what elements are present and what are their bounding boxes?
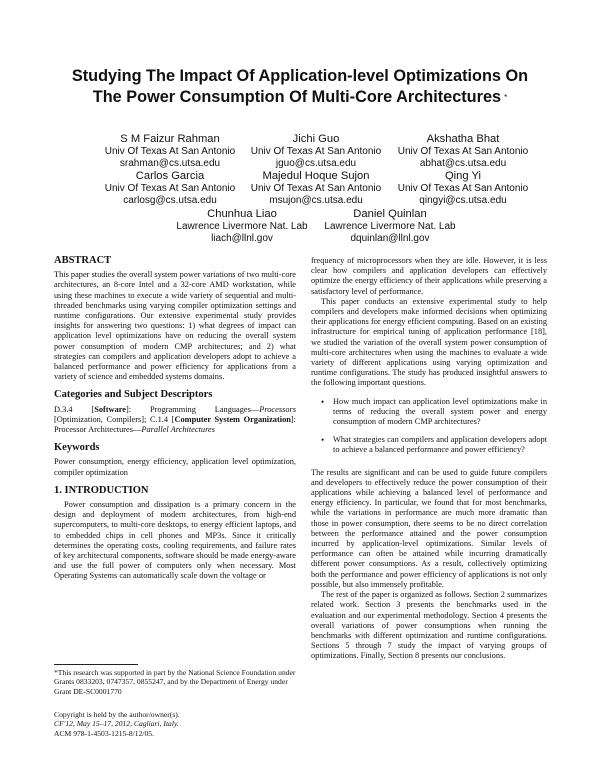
paper-title [0, 66, 600, 108]
introduction-heading: 1. INTRODUCTION [54, 484, 149, 496]
author-email: liach@llnl.gov [211, 233, 273, 244]
title-line-1: Studying The Impact Of Application-level Optimizations On [71, 67, 529, 85]
author-block [363, 170, 563, 207]
bullet-item: • How much impact can application level optimizations make in terms of reducing the overall system power and energy consumption of modern CMP architectures? [321, 396, 547, 427]
author-block [363, 133, 563, 170]
author-email: srahman@cs.utsa.edu [119, 158, 221, 169]
right-column [311, 256, 547, 662]
categories-heading: Categories and Subject Descriptors [54, 389, 213, 401]
author-name: Chunhua Liao [207, 208, 277, 220]
author-name: Akshatha Bhat [426, 133, 500, 145]
author-name: Carlos Garcia [135, 170, 205, 182]
author-email: abhat@cs.utsa.edu [419, 158, 507, 169]
keywords-heading: Keywords [54, 442, 100, 454]
paragraph: The results are significant and can be used to guide future compilers and developers to effectively reduce the power consumption of their applications while achieving a balanced level of performance and energy efficiency. In particular, we found that for most benchmarks, while the variations in performance are much more dramatic than those in power consumption, there seems to be no direct correlation between the performance attained and the power consumption incurred by application-level optimizations. Similar levels of performance can often be attained while incurring dramatically different power consumptions. As a result, collectively optimizing both the performance and power efficiency of applications is not only possible, but also immensely profitable. [311, 467, 547, 589]
copyright-line: Copyright is held by the author/owner(s). [54, 710, 180, 719]
bullet-item: • What strategies can compilers and application developers adopt to achieve a balanced performance and power efficiency? [321, 435, 547, 455]
author-affiliation: Univ Of Texas At San Antonio [397, 183, 529, 194]
introduction-text: Power consumption and dissipation is a primary concern in the design and deployment of modern architectures, from high-end supercomputers, to multi-core desktops, to energy efficient laptops, and to embedded chips in cell phones and MP3s. Since it critically determines the operating costs, cooling requirements, and failure rates of key architectural components, software should be made energy-aware and use the full power of computers only when necessary. Most Operating Systems can automatically scale down the voltage or [54, 500, 296, 581]
author-affiliation: Univ Of Texas At San Antonio [104, 183, 236, 194]
keywords-text: Power consumption, energy efficiency, application level optimization, compiler optimization [54, 457, 296, 477]
title-line-2: The Power Consumption Of Multi-Core Architectures [92, 88, 502, 106]
paragraph: The rest of the paper is organized as follows. Section 2 summarizes related work. Section 3 presents the benchmarks used in the evaluation and our experimental methodology. Section 4 presents the overall variations of power consumptions when running the benchmarks with different optimization and runtime configurations. Sections 5 through 7 study the impact of varying groups of optimizations. Finally, Section 8 presents our conclusions. [311, 590, 547, 661]
author-name: Majedul Hoque Sujon [262, 170, 370, 182]
footnote [54, 668, 296, 696]
title-footnote-mark: * [504, 93, 508, 102]
author-name: Daniel Quinlan [353, 208, 427, 220]
author-affiliation: Lawrence Livermore Nat. Lab [324, 221, 456, 232]
acm-isbn-line: ACM 978-1-4503-1215-8/12/05. [54, 728, 154, 738]
left-column [54, 256, 296, 582]
author-name: Qing Yi [444, 170, 482, 182]
footnote-text: *This research was supported in part by the National Science Foundation under Grants 0833203, 0747357, 0855247, and by the Department of Energy under Grant DE-SC0001770 [54, 668, 296, 696]
author-email: jguo@cs.utsa.edu [275, 158, 357, 169]
author-email: dquinlan@llnl.gov [350, 233, 430, 244]
author-affiliation: Lawrence Livermore Nat. Lab [176, 221, 308, 232]
author-affiliation: Univ Of Texas At San Antonio [104, 146, 236, 157]
author-affiliation: Univ Of Texas At San Antonio [250, 146, 382, 157]
author-email: qingyi@cs.utsa.edu [419, 195, 507, 206]
bullet-icon: • [321, 396, 325, 407]
author-affiliation: Univ Of Texas At San Antonio [250, 183, 382, 194]
author-email: carlosg@cs.utsa.edu [123, 195, 217, 206]
author-block [290, 208, 490, 245]
conference-line: CF'12, May 15–17, 2012, Cagliari, Italy. [54, 719, 179, 729]
abstract-text: This paper studies the overall system power variations of two multi-core architectures, an 8-core Intel and a 32-core AMD workstation, while using these machines to execute a wide variety of sequential and multi-threaded benchmarks using varying compiler optimization settings and runtime configurations. Our extensive experimental study provides insights for answering two questions: 1) what degrees of impact can application level optimizations have on reducing the overall system power consumption of modern CMP architectures; and 2) what strategies can compilers and application developers adopt to achieve a balanced performance and power efficiency for applications from a variety of science and embedded systems domains. [54, 270, 296, 382]
author-name: Jichi Guo [292, 133, 340, 145]
paragraph: This paper conducts an extensive experimental study to help compilers and developers make informed decisions when optimizing their applications for energy efficient computing. Based on an existing infrastructure for empirical tuning of application performance [18], we studied the variation of the overall system power consumption of multi-core architectures when using the machines to evaluate a wide variety of different applications using varying optimization and runtime configurations. The study has produced insightful answers to the following important questions. [311, 296, 547, 388]
author-affiliation: Univ Of Texas At San Antonio [397, 146, 529, 157]
abstract-heading: ABSTRACT [54, 255, 112, 266]
copyright-block [54, 710, 296, 738]
categories-text: D.3.4 [Software]: Programming Languages—Processors [Optimization, Compilers]; C.1.4 [Computer System Organization]: Processor Architectures—Parallel Architectures [54, 404, 296, 435]
author-name: S M Faizur Rahman [120, 133, 220, 145]
footnote-rule [54, 664, 138, 665]
bullet-icon: • [321, 435, 325, 446]
author-email: msujon@cs.utsa.edu [269, 195, 363, 206]
paragraph: frequency of microprocessors when they are idle. However, it is less clear how compilers and application developers can effectively optimize the energy efficiency of their applications while preserving a satisfactory level of performance. [311, 256, 547, 296]
